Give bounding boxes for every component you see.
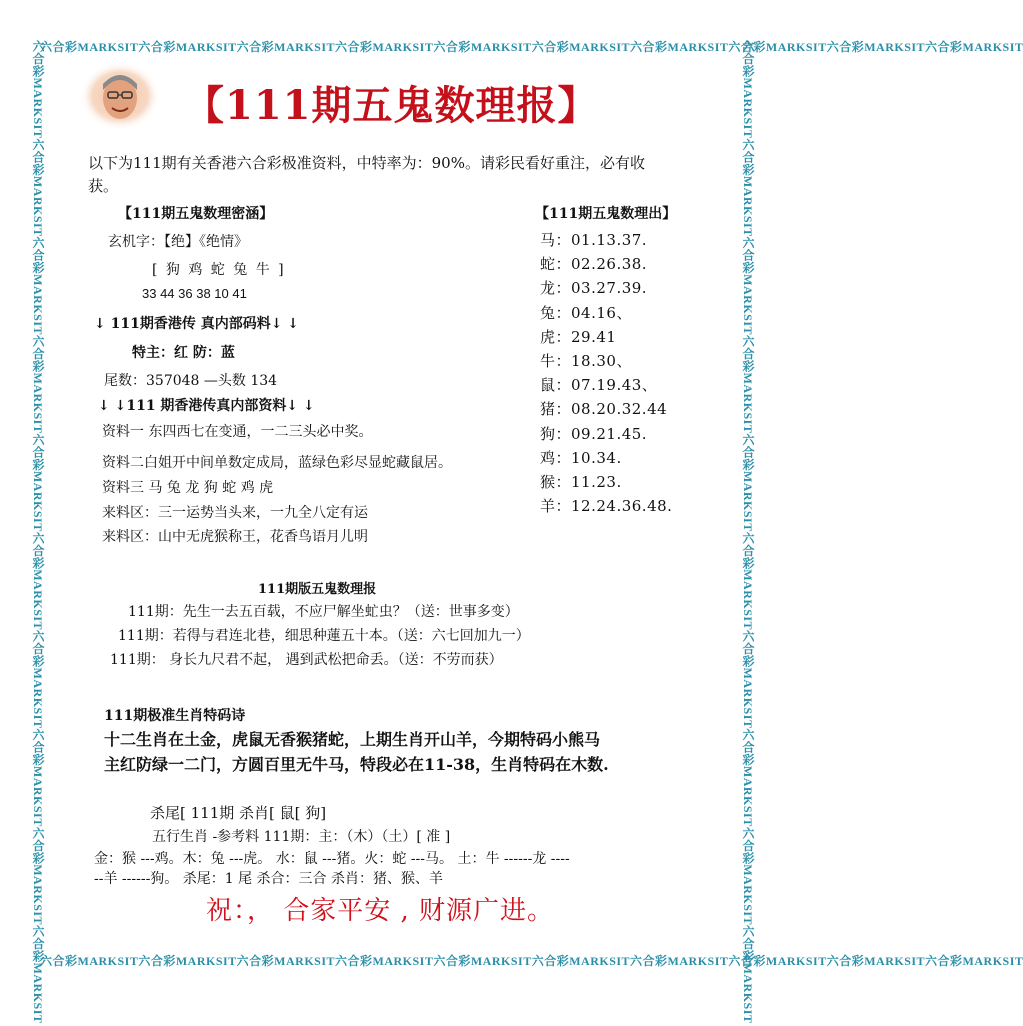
riddles-title: 111期版五鬼数理报 (258, 582, 377, 597)
zodiac-number-item: 狗：09.21.45. (540, 424, 648, 443)
zodiac-number-item: 马：01.13.37. (540, 231, 648, 249)
border-left-column (30, 40, 48, 1024)
kill-line-2: 五行生肖 -参考料 111期：主：（木）（土）[ 准 ] (152, 829, 451, 845)
animals-line: [ 狗 鸡 蛇 兔 牛 ] (152, 262, 286, 278)
border-top-text: 六合彩MARKSIT六合彩MARKSIT六合彩MARKSIT六合彩MARKSIT六合彩MARKSIT六合彩MARKSIT六合彩MARKSIT六合彩MARKSIT六合彩MARKSIT六合彩MARKSIT (40, 40, 1023, 54)
numbers-line: 33 44 36 38 10 41 (142, 286, 247, 301)
border-left-text: 六合彩MARKSIT六合彩MARKSIT六合彩MARKSIT六合彩MARKSIT六合彩MARKSIT六合彩MARKSIT六合彩MARKSIT六合彩MARKSIT六合彩MARKSIT六合彩MARKSIT (31, 40, 45, 1024)
zodiac-number-item: 牛：18.30、 (540, 352, 632, 370)
zodiac-number-item: 蛇：02.26.38. (540, 255, 648, 274)
come-line-1: 来料区：三一运势当头来，一九全八定有运 (102, 505, 368, 521)
zodiac-number-item: 龙：03.27.39. (540, 279, 648, 298)
blessing-line: 祝：， 合家平安 , 财源广进。 (206, 896, 555, 926)
come-line-2: 来料区：山中无虎猴称王，花香鸟语月儿明 (102, 529, 368, 545)
data-line-2: 资料二白姐开中间单数定成局，蓝绿色彩尽显蛇藏鼠居。 (102, 455, 452, 471)
tail-line: 尾数：357048 —头数 134 (104, 373, 278, 389)
poem-line-2: 主红防绿一二门，方圆百里无牛马，特段必在11-38，生肖特码在木数. (104, 755, 609, 774)
riddle-line-1: 111期：先生一去五百载，不应尸解坐虻虫？（送：世事多变） (128, 604, 519, 620)
avatar-portrait (80, 62, 160, 130)
intro-line-2: 获。 (88, 177, 119, 195)
zodiac-number-item: 鸡：10.34. (540, 448, 622, 467)
kill-line-3: 金：猴 ---鸡。木：兔 ---虎。 水：鼠 ---猪。火：蛇 ---马。 土：牛 ------龙 ---- (94, 851, 570, 867)
zodiac-number-item: 羊：12.24.36.48. (540, 497, 673, 516)
xuanji-line: 玄机字：【绝】《绝情》 (108, 234, 248, 250)
poem-line-1: 十二生肖在土金，虎鼠无香猴猪蛇，上期生肖开山羊，今期特码小熊马 (104, 730, 601, 749)
kill-line-1: 杀尾[ 111期 杀肖[ 鼠[ 狗] (150, 804, 327, 822)
zodiac-number-item: 兔：04.16、 (540, 303, 632, 322)
intro-line-1: 以下为111期有关香港六合彩极准资料，中特率为：90%。请彩民看好重注，必有收 (88, 154, 645, 172)
data-line-3: 资料三 马 兔 龙 狗 蛇 鸡 虎 (102, 480, 274, 496)
hk-title-1: ↓ 111期香港传 真内部码料↓ ↓ (94, 316, 300, 332)
special-line: 特主：红 防：蓝 (132, 345, 235, 361)
border-right-text: 六合彩MARKSIT六合彩MARKSIT六合彩MARKSIT六合彩MARKSIT六合彩MARKSIT六合彩MARKSIT六合彩MARKSIT六合彩MARKSIT六合彩MARKSIT六合彩MARKSIT (741, 40, 755, 1024)
poem-title: 111期极准生肖特码诗 (104, 708, 246, 724)
kill-line-4: --羊 ------狗。 杀尾：1 尾 杀合：三合 杀肖：猪、猴、羊 (94, 871, 444, 887)
page-title: 【111期五鬼数理报】 (184, 82, 599, 129)
riddle-line-2: 111期：若得与君连北巷，细思种蓮五十本。（送：六七回加九一） (118, 628, 530, 644)
border-bottom-text: 六合彩MARKSIT六合彩MARKSIT六合彩MARKSIT六合彩MARKSIT六合彩MARKSIT六合彩MARKSIT六合彩MARKSIT六合彩MARKSIT六合彩MARKSIT六合彩MARKSIT (40, 954, 1023, 968)
riddle-line-3: 111期： 身长九尺君不起， 遇到武松把命丢。（送：不劳而获） (110, 652, 503, 668)
zodiac-number-item: 鼠：07.19.43、 (540, 376, 658, 395)
zodiac-number-item: 猴：11.23. (540, 473, 622, 491)
data-line-1: 资料一 东四西七在变通，一二三头必中奖。 (102, 424, 373, 440)
zodiac-number-item: 虎：29.41 (540, 327, 617, 346)
zodiac-number-item: 猪：08.20.32.44 (540, 400, 668, 419)
right-section-title: 【111期五鬼数理出】 (535, 206, 677, 222)
border-right-column (740, 40, 758, 1024)
left-section-title: 【111期五鬼数理密涵】 (118, 206, 274, 222)
hk-title-2: ↓ ↓111 期香港传真内部资料↓ ↓ (98, 398, 315, 414)
